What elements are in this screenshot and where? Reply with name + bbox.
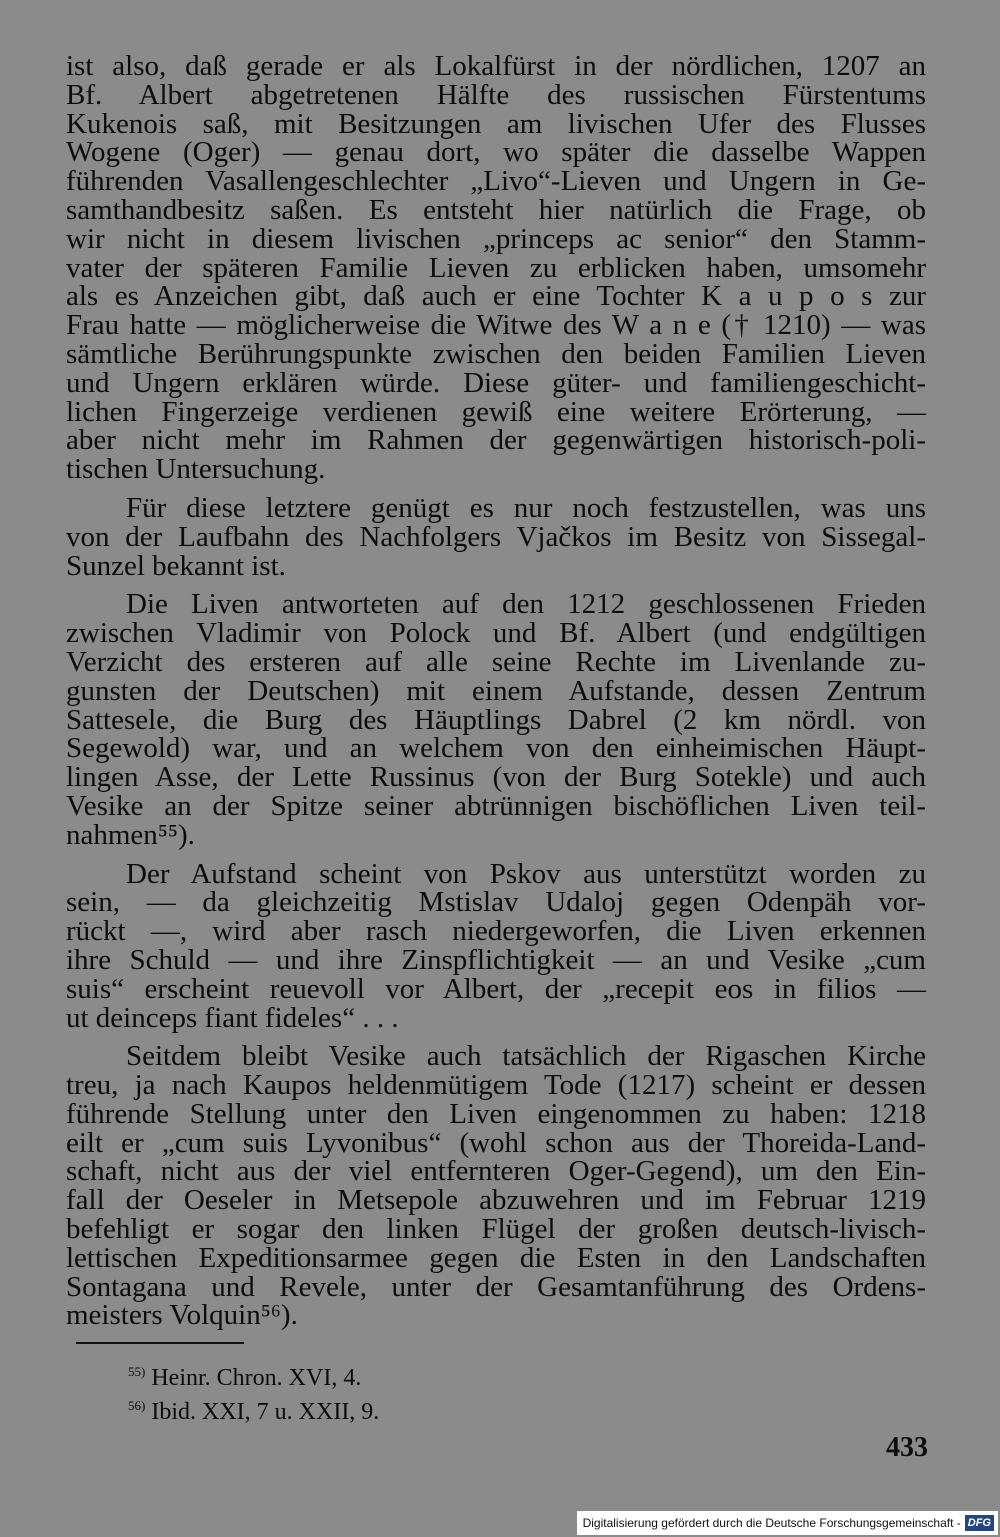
text-line: vater der späteren Familie Lieven zu erblicken haben, umsomehr	[66, 251, 926, 284]
text-line: Für diese letztere genügt es nur noch festzustellen, was uns	[126, 491, 926, 524]
text-line: und Ungern erklären würde. Diese güter- und familiengeschicht-	[66, 366, 926, 399]
footnote-56	[128, 1392, 379, 1426]
text-line: Seitdem bleibt Vesike auch tatsächlich der Rigaschen Kirche	[126, 1040, 926, 1073]
text-line: führende Stellung unter den Liven eingenommen zu haben: 1218	[66, 1097, 926, 1130]
paragraph	[66, 52, 926, 484]
text-line: Vesike an der Spitze seiner abtrünnigen bischöflichen Liven teil-	[66, 789, 926, 822]
footnote-mark: 55)	[128, 1364, 146, 1379]
text-line: Sattesele, die Burg des Häuptlings Dabrel (2 km nördl. von	[66, 703, 926, 736]
text-line: aber nicht mehr im Rahmen der gegenwärtigen historisch-poli-	[66, 424, 926, 457]
footnote-55	[128, 1358, 379, 1392]
text-line: von der Laufbahn des Nachfolgers Vjačkos im Besitz von Sissegal-	[66, 520, 926, 553]
text-line: rückt —, wird aber rasch niedergeworfen, die Liven erkennen	[66, 915, 926, 948]
text-line: lettischen Expeditionsarmee gegen die Esten in den Landschaften	[66, 1241, 926, 1274]
text-line: treu, ja nach Kaupos heldenmütigem Tode (1217) scheint er dessen	[66, 1069, 926, 1102]
text-line: lingen Asse, der Lette Russinus (von der Burg Sotekle) und auch	[66, 761, 926, 794]
text-line: meisters Volquin⁵⁶).	[66, 1299, 298, 1332]
text-line: Bf. Albert abgetretenen Hälfte des russischen Fürstentums	[66, 78, 926, 111]
dfg-logo: DFG	[965, 1515, 994, 1531]
text-line: als es Anzeichen gibt, daß auch er eine Tochter K a u p o s zur	[66, 280, 926, 313]
text-line: Verzicht des ersteren auf alle seine Rechte im Livenlande zu-	[66, 645, 926, 678]
text-line: Kukenois saß, mit Besitzungen am livischen Ufer des Flusses	[66, 107, 926, 140]
funding-notice-bar[interactable]	[577, 1511, 998, 1535]
text-line: Der Aufstand scheint von Pskov aus unterstützt worden zu	[126, 857, 926, 890]
text-line: Die Liven antworteten auf den 1212 geschlossenen Frieden	[126, 588, 926, 621]
text-line: schaft, nicht aus der viel entfernteren Oger-Gegend), um den Ein-	[66, 1155, 926, 1188]
text-line: gunsten der Deutschen) mit einem Aufstande, dessen Zentrum	[66, 674, 926, 707]
text-line: führenden Vasallengeschlechter „Livo“-Lieven und Ungern in Ge-	[66, 165, 926, 198]
footnote-text: Heinr. Chron. XVI, 4.	[151, 1365, 362, 1391]
text-line: Frau hatte — möglicherweise die Witwe des W a n e († 1210) — was	[66, 309, 926, 342]
footnotes	[128, 1358, 379, 1426]
text-line: sein, — da gleichzeitig Mstislav Udaloj gegen Odenpäh vor-	[66, 886, 926, 919]
text-line: lichen Fingerzeige verdienen gewiß eine weitere Erörterung, —	[66, 395, 926, 428]
text-line: wir nicht in diesem livischen „princeps ac senior“ den Stamm-	[66, 222, 926, 255]
text-line: nahmen⁵⁵).	[66, 818, 195, 851]
page-body	[66, 52, 926, 1340]
text-line: suis“ erscheint reuevoll vor Albert, der „recepit eos in filios —	[66, 972, 926, 1005]
paragraph	[66, 1042, 926, 1330]
text-line: eilt er „cum suis Lyvonibus“ (wohl schon aus der Thoreida-Land-	[66, 1126, 926, 1159]
paragraph	[66, 857, 926, 1034]
text-line: samthandbesitz saßen. Es entsteht hier natürlich die Frage, ob	[66, 193, 926, 226]
text-column	[66, 52, 926, 1330]
text-line: befehligt er sogar den linken Flügel der großen deutsch-livisch-	[66, 1213, 926, 1246]
page-number: 433	[886, 1432, 928, 1463]
footnote-rule	[76, 1342, 244, 1344]
text-line: fall der Oeseler in Metsepole abzuwehren und im Februar 1219	[66, 1184, 926, 1217]
text-line: ihre Schuld — und ihre Zinspflichtigkeit — an und Vesike „cum	[66, 943, 926, 976]
text-line: sämtliche Berührungspunkte zwischen den beiden Familien Lieven	[66, 337, 926, 370]
funding-notice-text: Digitalisierung gefördert durch die Deutsche Forschungsgemeinschaft -	[582, 1516, 961, 1530]
footnote-mark: 56)	[128, 1398, 146, 1413]
text-line: Segewold) war, und an welchem von den einheimischen Häupt-	[66, 732, 926, 765]
footnote-text: Ibid. XXI, 7 u. XXII, 9.	[151, 1399, 380, 1425]
paragraph	[66, 590, 926, 849]
text-line: Sontagana und Revele, unter der Gesamtanführung des Ordens-	[66, 1270, 926, 1303]
text-line: ist also, daß gerade er als Lokalfürst in der nördlichen, 1207 an	[66, 50, 926, 82]
text-line: Sunzel bekannt ist.	[66, 549, 286, 582]
text-line: ut deinceps fiant fideles“ . . .	[66, 1001, 399, 1034]
text-line: zwischen Vladimir von Polock und Bf. Albert (und endgültigen	[66, 617, 926, 650]
paragraph	[66, 491, 926, 582]
text-line: tischen Untersuchung.	[66, 453, 326, 486]
text-line: Wogene (Oger) — genau dort, wo später die dasselbe Wappen	[66, 136, 926, 169]
